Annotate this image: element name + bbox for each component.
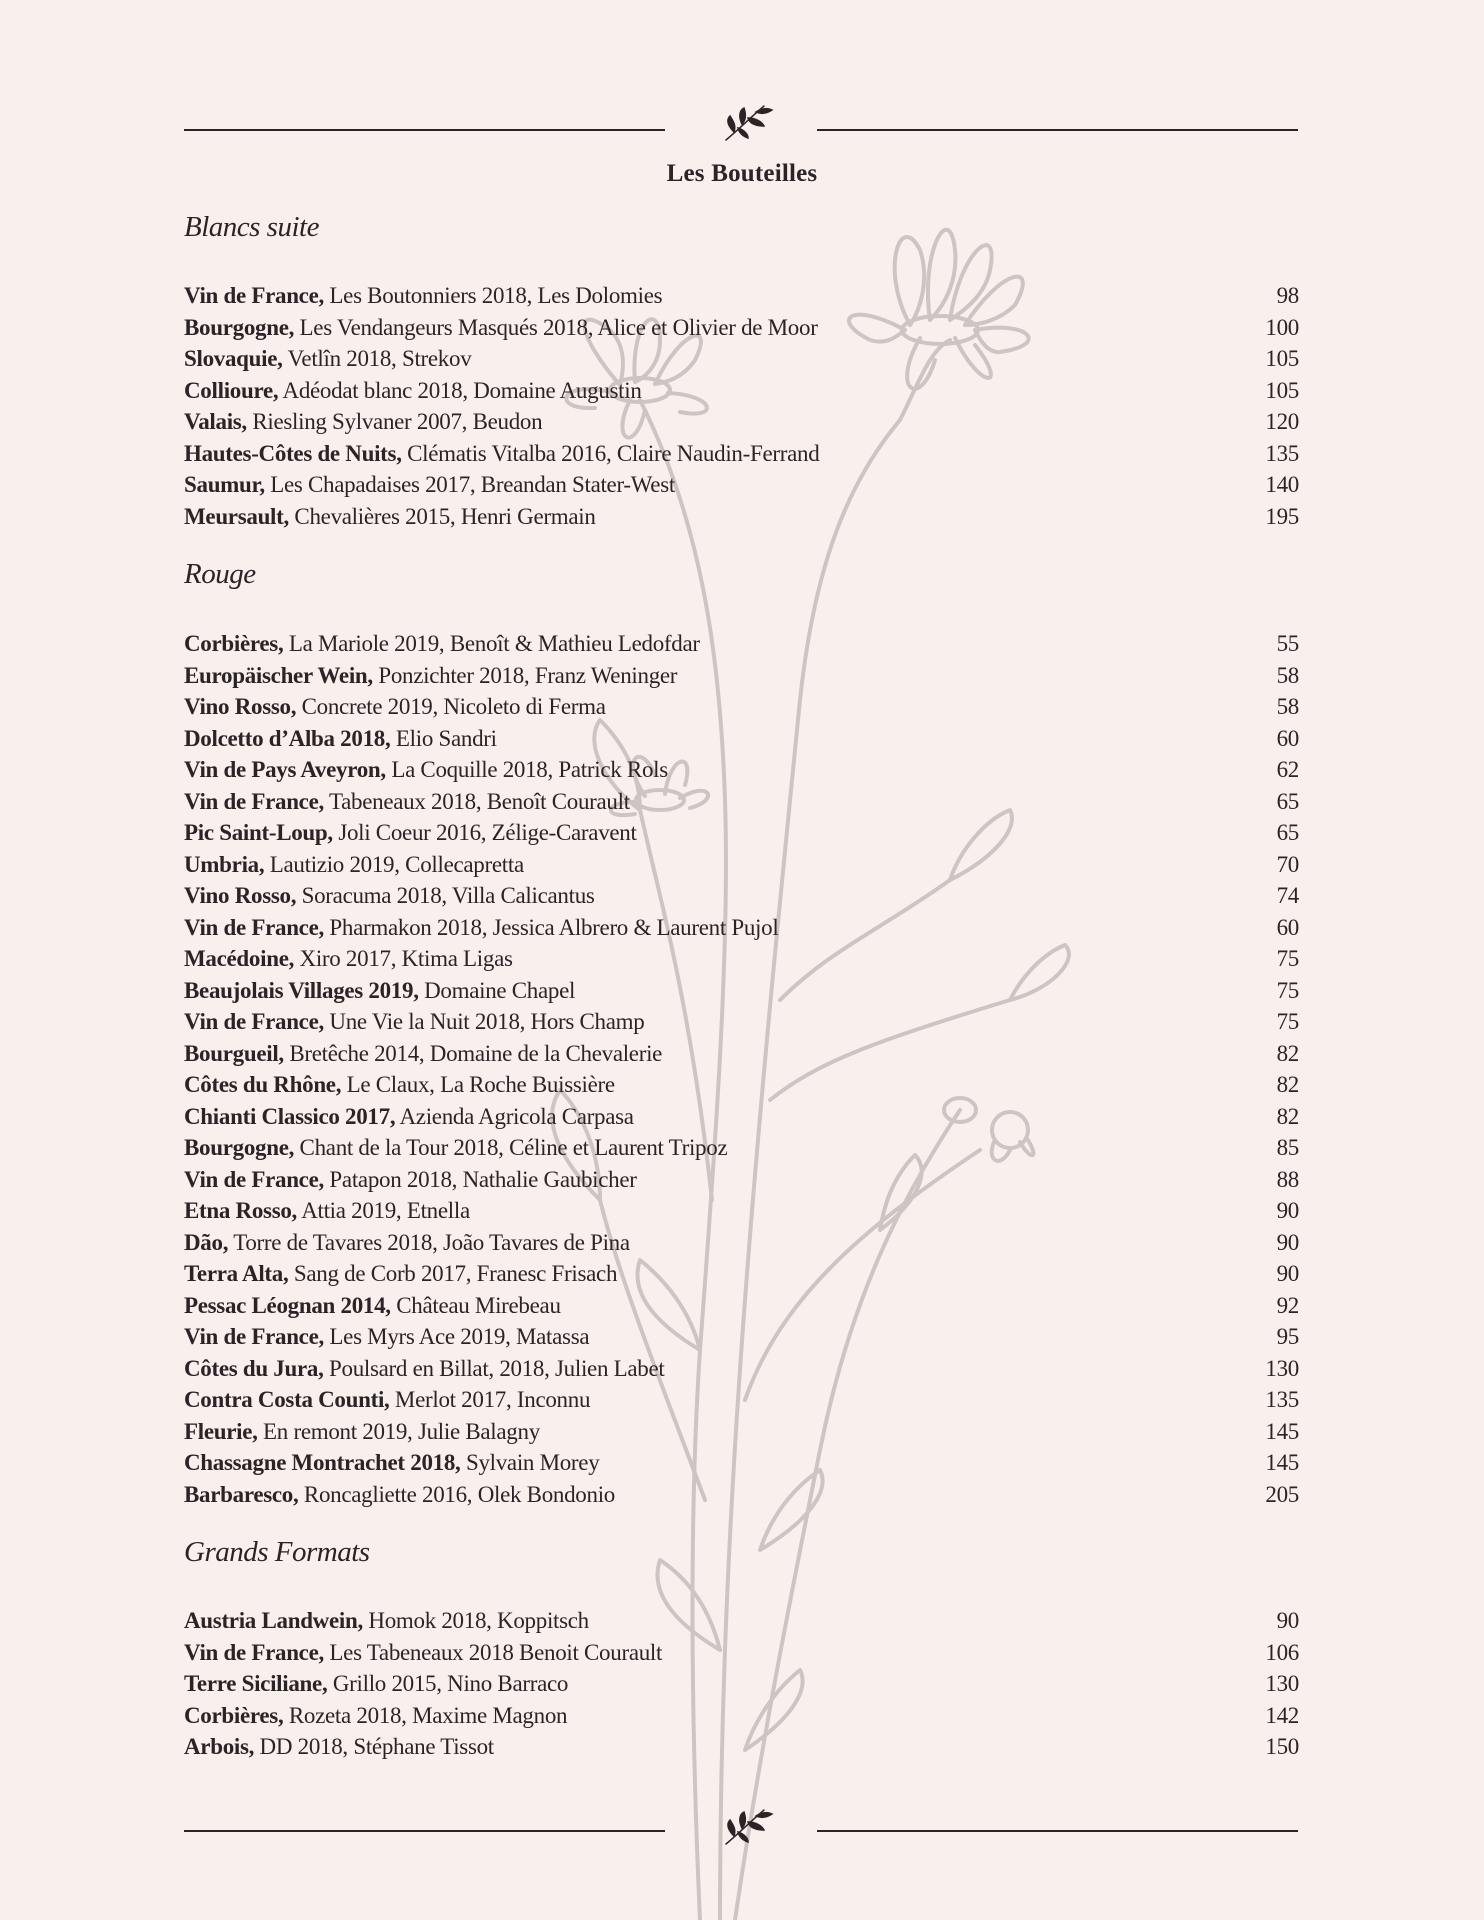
wine-details: Les Vendangeurs Masqués 2018, Alice et Olivier de Moor: [294, 314, 818, 340]
wine-price: 65: [1276, 820, 1299, 845]
wine-region: Hautes-Côtes de Nuits,: [184, 440, 402, 466]
wine-row: [184, 1637, 1299, 1669]
bottom-rule-right: [817, 1830, 1298, 1832]
wine-region: Europäischer Wein,: [184, 662, 373, 688]
wine-list-rouge: [184, 628, 1299, 1510]
wine-row: [184, 1132, 1299, 1164]
wine-details: Vetlîn 2018, Strekov: [282, 346, 472, 371]
wine-details: Torre de Tavares 2018, João Tavares de Pina: [228, 1229, 630, 1255]
wine-region: Chassagne Montrachet 2018,: [184, 1450, 461, 1475]
wine-details: Sylvain Morey: [460, 1450, 600, 1475]
wine-region: Umbria,: [184, 851, 265, 877]
wine-details: Tabeneaux 2018, Benoît Courault: [323, 788, 630, 814]
wine-price: 75: [1276, 977, 1299, 1003]
wine-region: Côtes du Rhône,: [184, 1072, 342, 1097]
wine-region: Vin de France,: [184, 1639, 324, 1665]
wine-details: DD 2018, Stéphane Tissot: [254, 1734, 494, 1759]
top-rule-left: [184, 129, 665, 131]
wine-price: 135: [1265, 1387, 1299, 1412]
wine-price: 90: [1276, 1229, 1299, 1255]
wine-region: Macédoine,: [184, 946, 295, 971]
wine-price: 150: [1265, 1734, 1299, 1759]
wine-row: [184, 343, 1299, 375]
wine-price: 55: [1276, 631, 1299, 656]
wine-region: Slovaquie,: [184, 346, 283, 371]
wine-row: [184, 501, 1299, 533]
wine-details: Joli Coeur 2016, Zélige-Caravent: [332, 820, 637, 845]
wine-region: Vin de France,: [184, 1166, 324, 1192]
wine-price: 90: [1276, 1198, 1299, 1223]
wine-row: [184, 660, 1299, 692]
wine-row: [184, 1195, 1299, 1227]
wine-price: 82: [1276, 1103, 1299, 1129]
olive-sprig-icon: [716, 98, 776, 148]
wine-region: Saumur,: [184, 472, 265, 497]
wine-region: Corbières,: [184, 1702, 284, 1728]
wine-row: [184, 1384, 1299, 1416]
wine-details: Homok 2018, Koppitsch: [362, 1608, 589, 1633]
wine-price: 95: [1276, 1324, 1299, 1349]
wine-region: Terra Alta,: [184, 1261, 289, 1286]
wine-region: Vin de Pays Aveyron,: [184, 757, 386, 782]
wine-price: 130: [1265, 1671, 1299, 1696]
wine-region: Fleurie,: [184, 1418, 258, 1444]
wine-price: 70: [1276, 851, 1299, 877]
wine-price: 60: [1276, 914, 1299, 940]
wine-region: Austria Landwein,: [184, 1608, 363, 1633]
wine-details: Chevalières 2015, Henri Germain: [288, 503, 596, 529]
wine-details: Bretêche 2014, Domaine de la Chevalerie: [283, 1040, 663, 1066]
wine-price: 58: [1276, 662, 1299, 688]
wine-region: Vin de France,: [184, 788, 324, 814]
wine-row: [184, 1700, 1299, 1732]
wine-region: Meursault,: [184, 503, 289, 529]
wine-details: Soracuma 2018, Villa Calicantus: [296, 883, 595, 908]
wine-region: Corbières,: [184, 631, 284, 656]
wine-list-grands-formats: [184, 1605, 1299, 1763]
wine-details: Clématis Vitalba 2016, Claire Naudin-Ferrand: [401, 440, 820, 466]
wine-row: [184, 375, 1299, 407]
wine-row: [184, 1101, 1299, 1133]
wine-region: Contra Costa Counti,: [184, 1387, 390, 1412]
wine-details: Domaine Chapel: [418, 977, 576, 1003]
wine-details: Pharmakon 2018, Jessica Albrero & Laurent Pujol: [323, 914, 779, 940]
wine-region: Valais,: [184, 409, 247, 434]
wine-row: [184, 723, 1299, 755]
wine-details: Rozeta 2018, Maxime Magnon: [283, 1702, 568, 1728]
wine-region: Pessac Léognan 2014,: [184, 1292, 391, 1318]
wine-row: [184, 1227, 1299, 1259]
wine-details: Roncagliette 2016, Olek Bondonio: [298, 1481, 615, 1507]
wine-details: Les Tabeneaux 2018 Benoit Courault: [323, 1639, 663, 1665]
wine-price: 85: [1276, 1135, 1299, 1160]
wine-details: Merlot 2017, Inconnu: [389, 1387, 591, 1412]
wine-row: [184, 1447, 1299, 1479]
wine-price: 135: [1265, 440, 1299, 466]
wine-price: 105: [1265, 346, 1299, 371]
wine-details: Poulsard en Billat, 2018, Julien Labet: [323, 1355, 665, 1381]
wine-price: 82: [1276, 1040, 1299, 1066]
wine-region: Collioure,: [184, 377, 279, 403]
wine-region: Pic Saint-Loup,: [184, 820, 333, 845]
wine-region: Vin de France,: [184, 1009, 324, 1034]
wine-row: [184, 1353, 1299, 1385]
wine-price: 140: [1265, 472, 1299, 497]
wine-region: Bourgogne,: [184, 1135, 295, 1160]
wine-details: Les Chapadaises 2017, Breandan Stater-West: [264, 472, 675, 497]
wine-details: Ponzichter 2018, Franz Weninger: [372, 662, 678, 688]
wine-row: [184, 406, 1299, 438]
wine-row: [184, 1069, 1299, 1101]
wine-row: [184, 312, 1299, 344]
wine-region: Chianti Classico 2017,: [184, 1103, 396, 1129]
wine-price: 90: [1276, 1608, 1299, 1633]
wine-details: Concrete 2019, Nicoleto di Ferma: [296, 694, 606, 719]
page-title: Les Bouteilles: [666, 160, 818, 187]
wine-details: Elio Sandri: [390, 725, 497, 751]
wine-region: Vin de France,: [184, 283, 324, 308]
wine-details: Une Vie la Nuit 2018, Hors Champ: [323, 1009, 645, 1034]
wine-row: [184, 1605, 1299, 1637]
wine-region: Arbois,: [184, 1734, 255, 1759]
top-rule-right: [817, 129, 1298, 131]
wine-region: Dão,: [184, 1229, 229, 1255]
wine-price: 145: [1265, 1450, 1299, 1475]
wine-row: [184, 975, 1299, 1007]
wine-price: 142: [1265, 1702, 1299, 1728]
wine-details: La Coquille 2018, Patrick Rols: [385, 757, 668, 782]
wine-price: 92: [1276, 1292, 1299, 1318]
wine-row: [184, 754, 1299, 786]
wine-row: [184, 880, 1299, 912]
wine-price: 74: [1276, 883, 1299, 908]
wine-price: 88: [1276, 1166, 1299, 1192]
wine-row: [184, 1290, 1299, 1322]
wine-region: Beaujolais Villages 2019,: [184, 977, 419, 1003]
wine-price: 120: [1265, 409, 1299, 434]
wine-region: Vino Rosso,: [184, 883, 297, 908]
wine-details: Adéodat blanc 2018, Domaine Augustin: [278, 377, 642, 403]
wine-region: Dolcetto d’Alba 2018,: [184, 725, 391, 751]
wine-details: Chant de la Tour 2018, Céline et Laurent Tripoz: [294, 1135, 728, 1160]
wine-region: Etna Rosso,: [184, 1198, 298, 1223]
section-heading-rouge: Rouge: [184, 558, 256, 590]
wine-price: 145: [1265, 1418, 1299, 1444]
wine-details: Les Myrs Ace 2019, Matassa: [323, 1324, 590, 1349]
wine-row: [184, 817, 1299, 849]
wine-region: Vin de France,: [184, 1324, 324, 1349]
wine-region: Vin de France,: [184, 914, 324, 940]
wine-details: Sang de Corb 2017, Franesc Frisach: [288, 1261, 618, 1286]
wine-row: [184, 912, 1299, 944]
wine-row: [184, 849, 1299, 881]
wine-details: Lautizio 2019, Collecapretta: [264, 851, 524, 877]
wine-row: [184, 1258, 1299, 1290]
wine-list-blancs: [184, 280, 1299, 532]
wine-price: 195: [1265, 503, 1299, 529]
bottom-rule-left: [184, 1830, 665, 1832]
wine-details: Azienda Agricola Carpasa: [395, 1103, 634, 1129]
wine-details: Attia 2019, Etnella: [297, 1198, 470, 1223]
wine-price: 130: [1265, 1355, 1299, 1381]
wine-price: 60: [1276, 725, 1299, 751]
wine-row: [184, 1668, 1299, 1700]
wine-price: 75: [1276, 946, 1299, 971]
wine-row: [184, 1416, 1299, 1448]
wine-price: 65: [1276, 788, 1299, 814]
wine-price: 58: [1276, 694, 1299, 719]
wine-details: Patapon 2018, Nathalie Gaubicher: [323, 1166, 637, 1192]
wine-row: [184, 628, 1299, 660]
wine-details: Riesling Sylvaner 2007, Beudon: [246, 409, 543, 434]
wine-row: [184, 1164, 1299, 1196]
wine-details: Les Boutonniers 2018, Les Dolomies: [323, 283, 663, 308]
wine-details: Château Mirebeau: [390, 1292, 561, 1318]
wine-region: Barbaresco,: [184, 1481, 299, 1507]
wine-details: La Mariole 2019, Benoît & Mathieu Ledofdar: [283, 631, 700, 656]
wine-price: 105: [1265, 377, 1299, 403]
wine-price: 106: [1265, 1639, 1299, 1665]
wine-row: [184, 786, 1299, 818]
wine-region: Terre Siciliane,: [184, 1671, 328, 1696]
wine-price: 75: [1276, 1009, 1299, 1034]
wine-row: [184, 691, 1299, 723]
wine-row: [184, 1321, 1299, 1353]
wine-row: [184, 943, 1299, 975]
wine-row: [184, 438, 1299, 470]
wine-region: Côtes du Jura,: [184, 1355, 324, 1381]
wine-details: En remont 2019, Julie Balagny: [257, 1418, 540, 1444]
wine-price: 100: [1265, 314, 1299, 340]
wine-price: 98: [1276, 283, 1299, 308]
wine-row: [184, 1479, 1299, 1511]
wine-region: Bourgueil,: [184, 1040, 284, 1066]
wine-row: [184, 1731, 1299, 1763]
wine-details: Le Claux, La Roche Buissière: [341, 1072, 615, 1097]
olive-sprig-icon: [716, 1802, 776, 1852]
section-heading-blancs: Blancs suite: [184, 211, 319, 243]
wine-price: 205: [1265, 1481, 1299, 1507]
wine-row: [184, 1006, 1299, 1038]
wine-price: 82: [1276, 1072, 1299, 1097]
wine-details: Grillo 2015, Nino Barraco: [327, 1671, 569, 1696]
wine-row: [184, 280, 1299, 312]
wine-price: 90: [1276, 1261, 1299, 1286]
wine-region: Bourgogne,: [184, 314, 295, 340]
wine-row: [184, 469, 1299, 501]
section-heading-grands-formats: Grands Formats: [184, 1536, 370, 1568]
wine-price: 62: [1276, 757, 1299, 782]
wine-region: Vino Rosso,: [184, 694, 297, 719]
wine-row: [184, 1038, 1299, 1070]
wine-details: Xiro 2017, Ktima Ligas: [294, 946, 513, 971]
